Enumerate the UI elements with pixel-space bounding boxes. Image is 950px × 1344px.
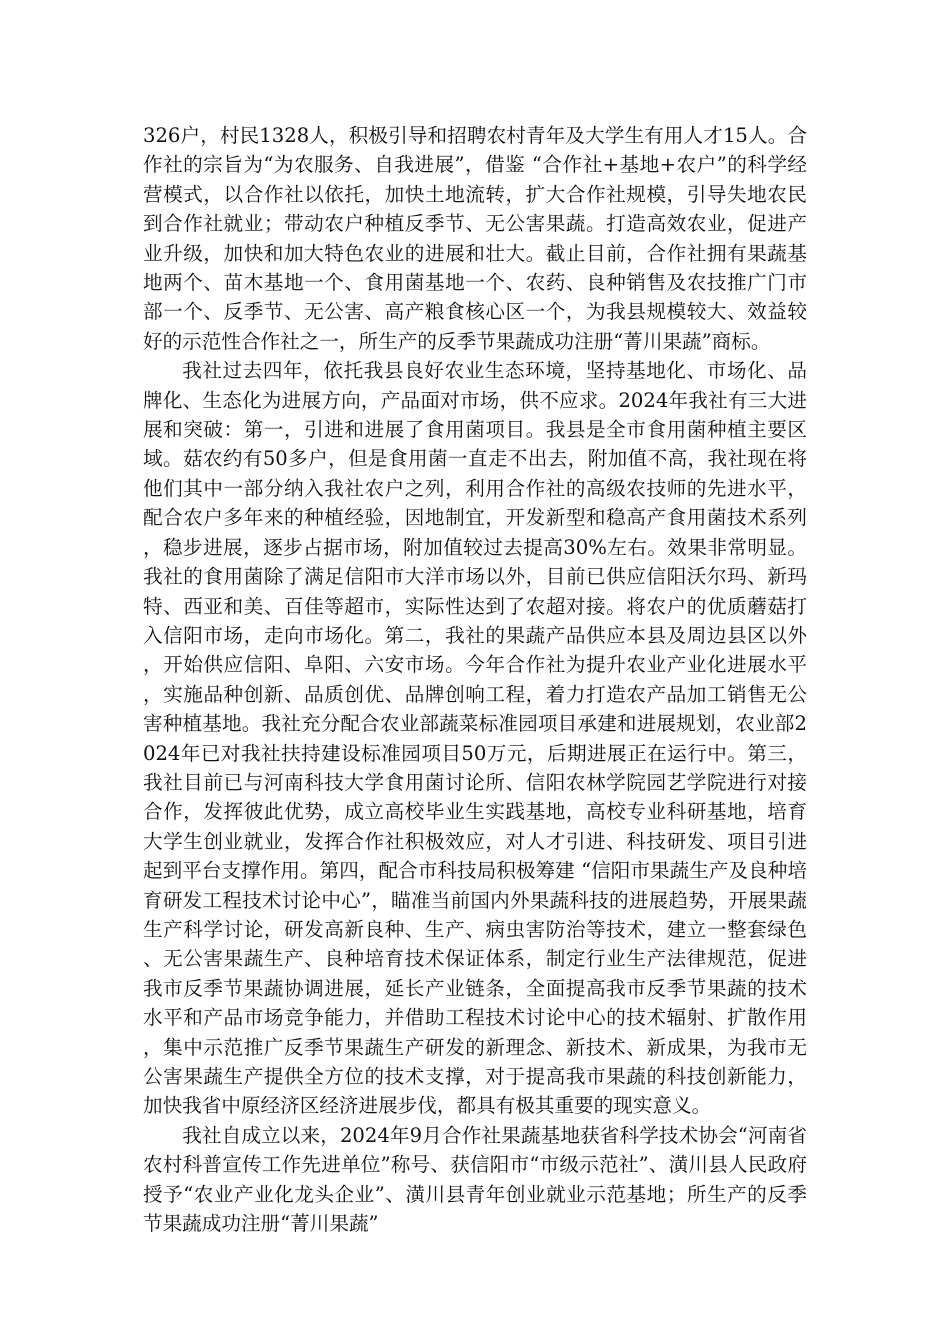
document-body bbox=[143, 121, 807, 1238]
paragraph-3: 我社自成立以来，2024年9月合作社果蔬基地获省科学技术协会“河南省农村科普宣传工作先进单位”称号、获信阳市“市级示范社”、潢川县人民政府授予“农业产业化龙头企业”、潢川县青年创业就业示范基地；所生产的反季节果蔬成功注册“菁川果蔬” bbox=[143, 1123, 807, 1236]
paragraph-1: 326户，村民1328人，积极引导和招聘农村青年及大学生有用人才15人。合作社的宗旨为“为农服务、自我进展”，借鉴 “合作社+基地+农户”的科学经营模式，以合作社以依托，加快土地流转，扩大合作社规模，引导失地农民到合作社就业；带动农户种植反季节、无公害果蔬。打造高效农业，促进产业升级，加快和加大特色农业的进展和壮大。截止目前，合作社拥有果蔬基地两个、苗木基地一个、食用菌基地一个、农药、良种销售及农技推广门市部一个、反季节、无公害、高产粮食核心区一个，为我县规模较大、效益较好的示范性合作社之一，所生产的反季节果蔬成功注册“菁川果蔬”商标。 bbox=[143, 124, 807, 353]
paragraph-2: 我社过去四年，依托我县良好农业生态环境，坚持基地化、市场化、品牌化、生态化为进展方向，产品面对市场，供不应求。2024年我社有三大进展和突破：第一，引进和进展了食用菌项目。我县是全市食用菌种植主要区域。菇农约有50多户，但是食用菌一直走不出去，附加值不高，我社现在将他们其中一部分纳入我社农户之列，利用合作社的高级农技师的先进水平，配合农户多年来的种植经验，因地制宜，开发新型和稳高产食用菌技术系列，稳步进展，逐步占据市场，附加值较过去提高30%左右。效果非常明显。我社的食用菌除了满足信阳市大洋市场以外，目前已供应信阳沃尔玛、新玛特、西亚和美、百佳等超市，实际性达到了农超对接。将农户的优质蘑菇打入信阳市场，走向市场化。第二，我社的果蔬产品供应本县及周边县区以外，开始供应信阳、阜阳、六安市场。今年合作社为提升农业产业化进展水平，实施品种创新、品质创优、品牌创响工程，着力打造农产品加工销售无公害种植基地。我社充分配合农业部蔬菜标准园项目承建和进展规划，农业部2024年已对我社扶持建设标准园项目50万元，后期进展正在运行中。第三，我社目前已与河南科技大学食用菌讨论所、信阳农林学院园艺学院进行对接合作，发挥彼此优势，成立高校毕业生实践基地，高校专业科研基地，培育大学生创业就业，发挥合作社积极效应，对人才引进、科技研发、项目引进起到平台支撑作用。第四，配合市科技局积极筹建 “信阳市果蔬生产及良种培育研发工程技术讨论中心”，瞄准当前国内外果蔬科技的进展趋势，开展果蔬生产科学讨论，研发高新良种、生产、病虫害防治等技术，建立一整套绿色、无公害果蔬生产、良种培育技术保证体系，制定行业生产法律规范，促进我市反季节果蔬协调进展，延长产业链条，全面提高我市反季节果蔬的技术水平和产品市场竞争能力，并借助工程技术讨论中心的技术辐射、扩散作用，集中示范推广反季节果蔬生产研发的新理念、新技术、新成果，为我市无公害果蔬生产提供全方位的技术支撑，对于提高我市果蔬的科技创新能力，加快我省中原经济区经济进展步伐，都具有极其重要的现实意义。 bbox=[143, 359, 807, 1118]
